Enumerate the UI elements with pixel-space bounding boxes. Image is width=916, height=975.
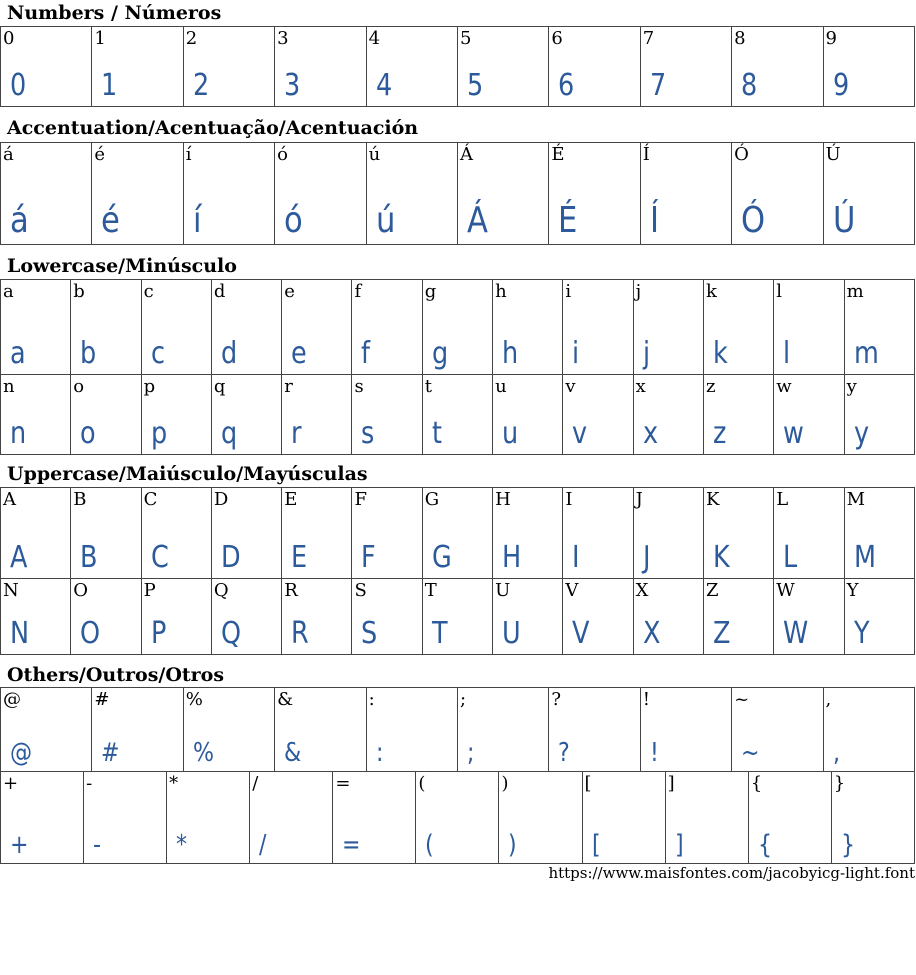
glyph-cell [422,280,492,375]
character-label: G [424,489,440,510]
character-label: 3 [277,28,289,49]
font-sample-glyph: n [10,416,27,451]
glyph-cell [823,143,914,245]
font-sample-glyph: Á [466,200,488,241]
font-sample-glyph: / [259,830,267,860]
font-sample-glyph: # [101,738,120,768]
glyph-cell [774,375,844,455]
character-label: = [335,773,351,794]
character-label: s [354,376,364,397]
font-sample-glyph: O [80,616,101,651]
glyph-cell [141,280,211,375]
character-label: j [635,281,642,302]
glyph-cell [366,143,457,245]
glyph-cell [563,375,633,455]
glyph-cell [92,143,183,245]
character-label: í [185,144,192,165]
character-label: n [3,376,15,397]
glyph-cell [582,772,665,864]
section-title-others: Others/Outros/Otros [7,664,225,686]
font-sample-glyph: & [284,738,302,768]
glyph-cell [167,772,250,864]
font-sample-glyph: k [712,336,728,371]
glyph-cell [1,488,71,579]
character-label: J [635,489,643,510]
font-sample-glyph: ) [508,830,518,860]
character-label: p [143,376,156,397]
character-label: S [354,580,367,601]
font-sample-glyph: M [853,540,876,575]
font-sample-glyph: d [220,336,238,371]
font-sample-glyph: I [572,540,580,575]
font-sample-glyph: 9 [832,68,849,103]
character-label: N [3,580,19,601]
glyph-row [1,579,915,655]
character-label: } [833,773,846,794]
glyph-cell [844,280,914,375]
numbers-grid [0,26,915,107]
font-sample-glyph: P [150,616,166,651]
glyph-cell [275,688,366,772]
font-sample-glyph: y [853,416,869,451]
font-sample-glyph: F [361,540,377,575]
glyph-cell [366,688,457,772]
glyph-cell [732,688,823,772]
glyph-cell [352,375,422,455]
font-sample-glyph: R [291,616,309,651]
glyph-cell [499,772,582,864]
glyph-cell [275,143,366,245]
character-label: , [825,689,832,710]
font-sample-glyph: o [80,416,96,451]
glyph-cell [563,488,633,579]
font-sample-glyph: 2 [192,68,210,103]
font-sample-glyph: @ [10,738,33,768]
font-sample-glyph: 8 [741,68,758,103]
character-label: i [565,281,572,302]
font-sample-glyph: D [220,540,241,575]
uppercase-grid [0,487,915,655]
font-sample-glyph: t [431,416,442,451]
font-sample-glyph: u [502,416,519,451]
character-label: Ú [825,144,841,165]
character-label: l [776,281,783,302]
glyph-cell [844,579,914,655]
glyph-cell [141,488,211,579]
character-label: W [776,580,795,601]
font-sample-glyph: É [558,200,578,241]
character-label: b [73,281,85,302]
character-label: Ó [734,144,749,165]
font-sample-glyph: [ [591,830,601,860]
character-label: q [213,376,226,397]
character-label: d [213,281,226,302]
font-sample-glyph: 7 [649,68,666,103]
glyph-cell [211,579,281,655]
font-sample-glyph: Z [712,616,731,651]
character-label: ] [667,773,675,794]
font-sample-glyph: é [101,200,121,241]
font-sample-glyph: ú [375,200,395,241]
font-sample-glyph: ; [466,738,475,768]
font-sample-glyph: H [502,540,522,575]
character-label: # [94,689,110,710]
character-label: ; [459,689,467,710]
glyph-cell [493,280,563,375]
font-sample-glyph: ~ [741,738,760,768]
glyph-cell [774,280,844,375]
character-label: R [284,580,298,601]
font-sample-glyph: Í [649,200,659,241]
glyph-cell [748,772,831,864]
glyph-cell [282,280,352,375]
character-label: o [73,376,85,397]
font-sample-glyph: ó [284,200,303,241]
font-sample-glyph: a [10,336,26,371]
glyph-row [1,688,915,772]
glyph-cell [1,27,92,107]
font-sample-glyph: Q [220,616,241,651]
character-label: 9 [825,28,837,49]
glyph-cell [422,488,492,579]
glyph-cell [71,375,141,455]
font-sample-glyph: = [342,830,361,860]
font-sample-glyph: s [361,416,375,451]
glyph-cell [563,579,633,655]
character-label: X [635,580,649,601]
glyph-cell [774,488,844,579]
character-label: a [3,281,14,302]
font-sample-glyph: m [853,336,879,371]
character-label: F [354,489,367,510]
character-label: c [143,281,154,302]
glyph-row [1,280,915,375]
font-sample-glyph: L [783,540,798,575]
glyph-cell [141,579,211,655]
font-sample-glyph: * [176,830,188,860]
font-sample-glyph: h [502,336,519,371]
lowercase-grid [0,279,915,455]
font-sample-glyph: S [361,616,378,651]
font-sample-glyph: N [10,616,30,651]
font-sample-glyph: 6 [558,68,575,103]
font-sample-glyph: V [572,616,590,651]
glyph-cell [457,143,548,245]
font-sample-glyph: 0 [10,68,27,103]
font-sample-glyph: j [642,336,650,371]
character-label: h [495,281,507,302]
character-label: w [776,376,792,397]
glyph-cell [493,488,563,579]
font-sample-glyph: - [93,830,102,860]
glyph-cell [352,579,422,655]
character-label: A [3,489,16,510]
font-sample-glyph: , [832,738,840,768]
others-grid-2 [0,771,915,864]
glyph-cell [633,579,703,655]
character-label: L [776,489,789,510]
font-sample-glyph: l [783,336,791,371]
font-sample-glyph: Y [853,616,870,651]
accentuation-grid [0,142,915,245]
font-sample-glyph: á [10,200,29,241]
character-label: k [705,281,717,302]
glyph-cell [823,688,914,772]
font-sample-glyph: B [80,540,98,575]
character-label: 8 [734,28,746,49]
glyph-cell [1,375,71,455]
font-sample-glyph: : [375,738,384,768]
character-label: ú [368,144,381,165]
character-label: P [143,580,156,601]
glyph-cell [549,27,640,107]
character-label: 4 [368,28,381,49]
character-label: U [495,580,511,601]
font-sample-glyph: i [572,336,580,371]
character-label: 0 [3,28,15,49]
font-sample-glyph: r [291,416,302,451]
glyph-cell [71,280,141,375]
glyph-cell [71,488,141,579]
font-sample-glyph: g [431,336,448,371]
font-sample-glyph: e [291,336,307,371]
glyph-cell [732,143,823,245]
character-label: Í [642,144,650,165]
character-label: ! [642,689,650,710]
font-sample-glyph: } [840,830,855,860]
footer-url[interactable]: https://www.maisfontes.com/jacobyicg-light.font [548,864,915,882]
glyph-cell [183,143,274,245]
font-sample-glyph: Ú [832,200,855,241]
section-title-lowercase: Lowercase/Minúsculo [7,255,237,277]
character-label: x [635,376,646,397]
glyph-row [1,488,915,579]
glyph-cell [1,688,92,772]
font-sample-glyph: v [572,416,588,451]
glyph-cell [549,688,640,772]
character-label: @ [3,689,21,710]
glyph-cell [549,143,640,245]
glyph-cell [1,280,71,375]
character-label: [ [584,773,592,794]
glyph-cell [1,579,71,655]
glyph-cell [416,772,499,864]
character-label: { [750,773,763,794]
character-label: ) [501,773,509,794]
character-label: g [424,281,437,302]
glyph-cell [1,143,92,245]
glyph-cell [211,280,281,375]
glyph-cell [275,27,366,107]
character-label: z [705,376,716,397]
font-sample-glyph: % [192,738,214,768]
glyph-cell [1,772,84,864]
glyph-cell [71,579,141,655]
glyph-cell [250,772,333,864]
character-label: O [73,580,89,601]
character-label: f [354,281,362,302]
font-sample-glyph: ] [674,830,684,860]
font-sample-glyph: K [712,540,730,575]
character-label: : [368,689,375,710]
glyph-row [1,772,915,864]
glyph-cell [141,375,211,455]
font-sample-glyph: z [712,416,727,451]
glyph-cell [703,280,773,375]
character-label: Á [459,144,473,165]
section-title-accentuation: Accentuation/Acentuação/Acentuación [7,117,419,139]
font-sample-glyph: c [150,336,165,371]
character-label: I [565,489,573,510]
character-label: é [94,144,106,165]
font-sample-glyph: x [642,416,658,451]
glyph-cell [633,375,703,455]
font-sample-glyph: b [80,336,97,371]
glyph-cell [282,375,352,455]
character-label: e [284,281,295,302]
character-label: C [143,489,158,510]
glyph-row [1,375,915,455]
character-label: & [277,689,294,710]
character-label: 2 [185,28,198,49]
glyph-cell [640,688,731,772]
font-sample-glyph: + [10,830,29,860]
glyph-row [1,143,915,245]
glyph-cell [703,375,773,455]
character-label: / [252,773,259,794]
glyph-cell [831,772,914,864]
glyph-cell [352,280,422,375]
character-label: m [846,281,864,302]
character-label: á [3,144,14,165]
glyph-cell [823,27,914,107]
others-grid-1 [0,687,915,772]
font-sample-glyph: 1 [101,68,118,103]
character-label: T [424,580,437,601]
character-label: % [185,689,203,710]
glyph-cell [211,375,281,455]
font-sample-glyph: ( [425,830,435,860]
glyph-cell [665,772,748,864]
glyph-cell [563,280,633,375]
glyph-cell [633,280,703,375]
glyph-cell [844,375,914,455]
section-title-uppercase: Uppercase/Maiúsculo/Mayúsculas [7,463,368,485]
character-label: ~ [734,689,750,710]
character-label: t [424,376,433,397]
character-label: 6 [551,28,563,49]
character-label: V [565,580,579,601]
character-label: M [846,489,865,510]
character-label: ( [418,773,426,794]
font-sample-glyph: Ó [741,200,766,241]
character-label: D [213,489,229,510]
glyph-cell [92,27,183,107]
font-sample-glyph: p [150,416,167,451]
font-sample-glyph: ! [649,738,659,768]
glyph-cell [640,143,731,245]
glyph-cell [282,488,352,579]
glyph-cell [84,772,167,864]
font-sample-glyph: X [642,616,661,651]
character-label: u [495,376,507,397]
glyph-cell [633,488,703,579]
character-label: - [86,773,93,794]
glyph-cell [703,488,773,579]
font-sample-glyph: 5 [466,68,484,103]
glyph-row [1,27,915,107]
glyph-cell [333,772,416,864]
character-label: B [73,489,87,510]
glyph-cell [211,488,281,579]
font-sample-glyph: í [192,200,202,241]
character-label: * [169,773,179,794]
character-label: H [495,489,511,510]
font-sample-glyph: W [783,616,809,651]
glyph-cell [352,488,422,579]
character-label: K [705,489,720,510]
font-sample-glyph: { [757,830,772,860]
glyph-cell [457,27,548,107]
character-label: 1 [94,28,106,49]
glyph-cell [183,688,274,772]
glyph-cell [732,27,823,107]
character-label: r [284,376,293,397]
character-label: + [3,773,19,794]
font-sample-glyph: A [10,540,28,575]
glyph-cell [457,688,548,772]
glyph-cell [92,688,183,772]
glyph-cell [493,579,563,655]
font-sample-glyph: 4 [375,68,392,103]
font-sample-glyph: C [150,540,169,575]
font-sample-glyph: T [431,616,448,651]
character-label: y [846,376,857,397]
character-label: Y [846,580,859,601]
glyph-cell [422,375,492,455]
glyph-cell [282,579,352,655]
font-sample-glyph: J [642,540,651,575]
font-sample-glyph: G [431,540,452,575]
glyph-cell [422,579,492,655]
glyph-cell [844,488,914,579]
glyph-cell [774,579,844,655]
glyph-cell [183,27,274,107]
character-label: v [565,376,576,397]
font-sample-glyph: f [361,336,371,371]
glyph-cell [703,579,773,655]
character-label: ó [277,144,289,165]
glyph-cell [640,27,731,107]
character-label: É [551,144,565,165]
font-sample-glyph: w [783,416,805,451]
glyph-cell [366,27,457,107]
character-label: 7 [642,28,655,49]
section-title-numbers: Numbers / Números [7,2,222,24]
font-sample-glyph: 3 [284,68,301,103]
font-sample-glyph: ? [558,738,571,768]
character-label: 5 [459,28,472,49]
font-sample-glyph: E [291,540,308,575]
font-sample-glyph: q [220,416,238,451]
character-label: ? [551,689,561,710]
character-label: Z [705,580,719,601]
character-label: E [284,489,298,510]
character-label: Q [213,580,229,601]
font-sample-glyph: U [502,616,521,651]
glyph-cell [493,375,563,455]
